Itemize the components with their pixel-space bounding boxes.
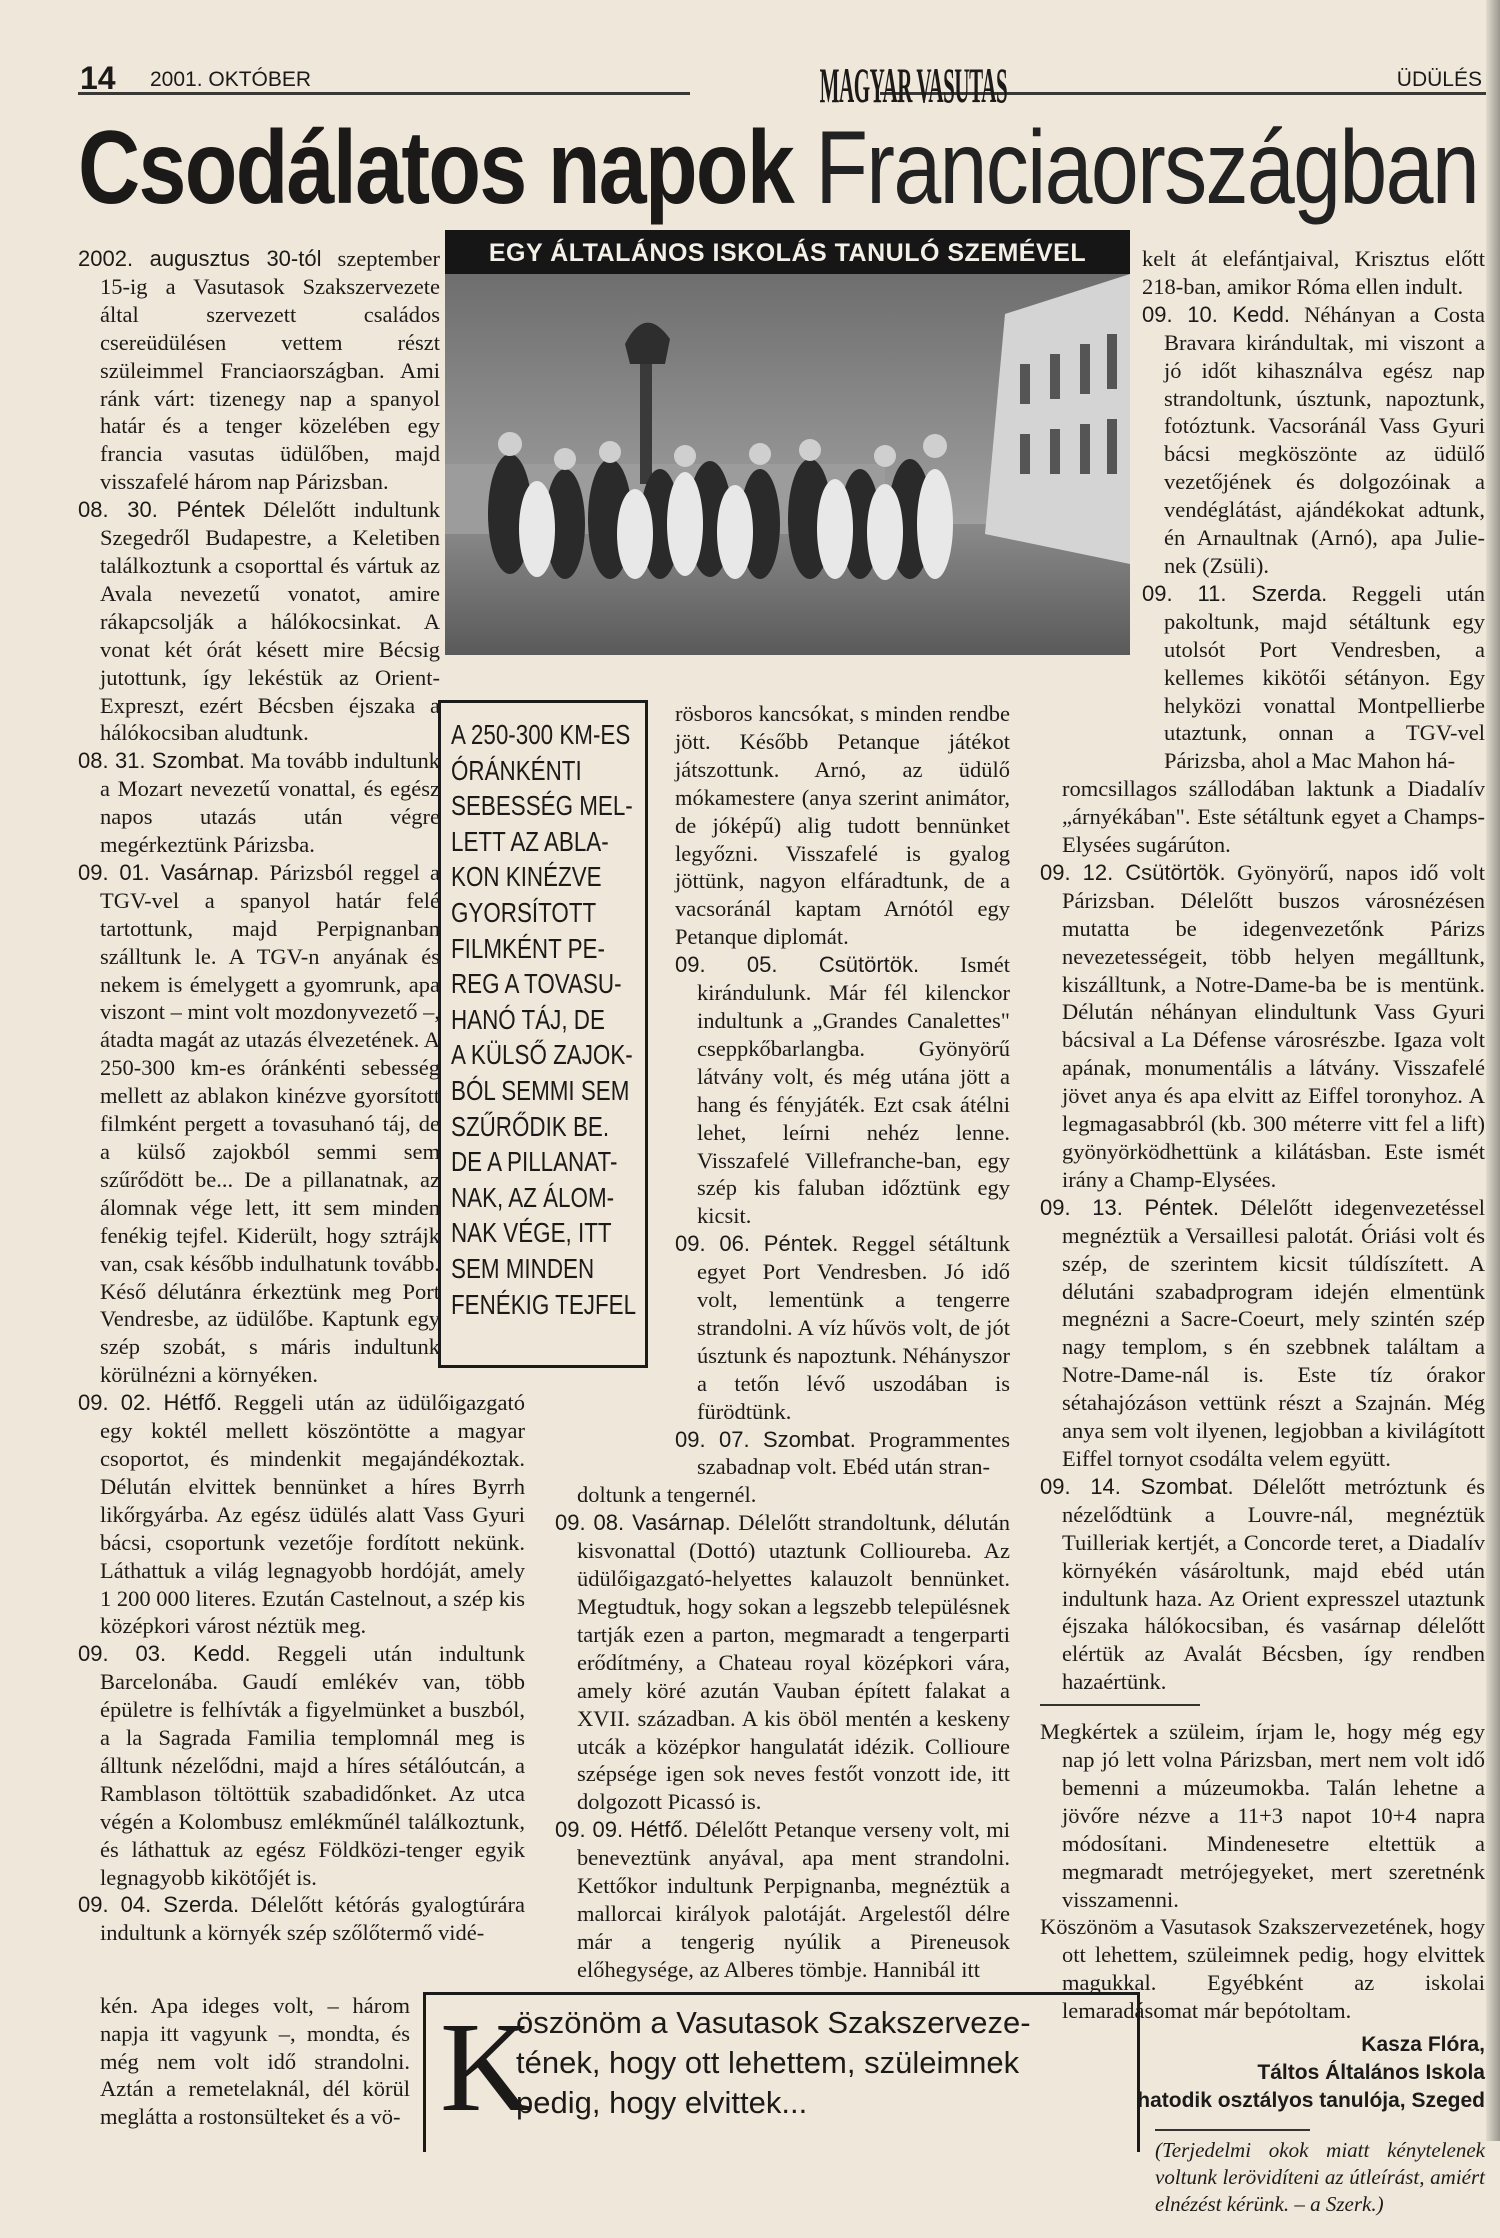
photo-box bbox=[445, 230, 1130, 655]
pull-quote-line: REG A TOVASU- bbox=[451, 968, 622, 1000]
pull-quote-line: LETT AZ ABLA- bbox=[451, 825, 609, 857]
diary-entry bbox=[1040, 1194, 1485, 1473]
diary-entry bbox=[1040, 1473, 1485, 1696]
entry-date: 09. 07. Szombat. bbox=[675, 1426, 856, 1452]
paragraph-continuation: kén. Apa ideges volt, – három napja itt vagyunk –, mondta, és még nem volt idő strandolni. Aztán a remetelaknál, dél körül meglátta a rostonsülteket és a vö- bbox=[100, 1992, 410, 2130]
title-light: Franciaországban bbox=[815, 110, 1479, 226]
entry-text: Délelőtt idegenvezetéssel megnéztük a Versaillesi palotát. Óriási volt és szép, de szerintem kicsit túldíszített. A délutáni szabadprogram idején elmentünk megnézni a Sacre-Coeurt, mely szintén szép nagy templom, s én szebbnek találtam a Notre-Dame-nál is. Este tíz órakor sétahajózáson vettünk részt a Szajnán. Még anya sem volt ilyenen, legjobban a kivilágított Eiffel tornyot csodálta velem együtt. bbox=[1062, 1194, 1485, 1471]
column-3-entries bbox=[1040, 859, 1485, 1696]
diary-entry bbox=[78, 747, 440, 859]
entry-date: 09. 11. Szerda. bbox=[1142, 580, 1328, 606]
column-3-closing bbox=[1040, 1718, 1485, 2025]
entry-date: 09. 03. Kedd. bbox=[78, 1641, 251, 1667]
entry-text: Párizsból reggel a TGV-vel a spanyol határ felé tartottunk, majd Perpignanban szálltunk le. A TGV-n anyának és nekem is émelygett a gyomrunk, apa viszont – mint volt mozdonyvezető –, átadta magát az utazás élvezetének. A 250-300 km-es óránkénti sebesség mellett az ablakon kinézve gyorsított filmként pergett a tovasuhanó táj, de a külső zajokból semmi sem szűrődött be... De a pillanatnak, az álomnak vége lett, itt sem minden fenékig tejfel. Kiderült, hogy sztrájk van, csak később indulhatunk tovább. Késő délutánra érkeztünk meg Port Vendresbe, az üdülőbe. Kaptunk egy szép szobát, s máris indultunk körülnézni a környéken. bbox=[100, 859, 440, 1388]
pull-quote-line: SEBESSÉG MEL- bbox=[451, 790, 633, 822]
page-edge-shadow bbox=[1486, 0, 1500, 2141]
entry-text: Gyönyörű, napos idő volt Párizsban. Délelőtt buszos városnézésen mutatta be idegenvezetőnk Párizs nevezetességeit, több helyen megálltunk, kiszálltunk, a Notre-Dame-ba be is mentünk. Délután néhányan elindultunk Vass Gyuri bácsival a La Défense városrészbe. Igaza volt apának, monumentális a látvány. Visszafelé jövet anya és apa elvitt az Eiffel toronyhoz. A legmagasabbról (kb. 300 méterre vitt fel a lift) gyönyörködhettünk a kilátásban. Este ismét irány a Champ-Elysées. bbox=[1062, 859, 1485, 1192]
entry-date: 09. 08. Vasárnap. bbox=[555, 1510, 731, 1536]
entry-text: Reggel sétáltunk egyet Port Vendresben. Jó idő volt, lementünk a tengerre strandolni. A víz hűvös volt, de jót úsztunk és napoztunk. Néhányszor a tetőn lévő uszodában is fürödtünk. bbox=[697, 1231, 1010, 1424]
column-2 bbox=[555, 700, 1010, 1984]
paragraph-continuation: romcsillagos szállodában laktunk a Diadalív „árnyékában". Este sétáltunk egyet a Champs-Elysées sugárúton. bbox=[1062, 776, 1485, 858]
entry-date: 09. 01. Vasárnap. bbox=[78, 859, 260, 885]
diary-entry bbox=[675, 1230, 1010, 1425]
column-3 bbox=[1040, 245, 1485, 2218]
closing-paragraph: Megkértek a szüleim, írjam le, hogy még egy nap jó lett volna Párizsban, mert nem volt idő bemenni a múzeumokba. Talán lehetne a jövőre nézve a 11+3 napot 10+4 napra módosítani. Mindenesetre eltettük a megmaradt metrójegyeket, mert szeretnénk visszamenni. bbox=[1040, 1719, 1485, 1912]
entry-text: Délelőtt strandoltunk, délután kisvonattal (Dottó) utaztunk Collioureba. Az üdülőigazgató-helyettes kalauzolt bennünket. Megtudtuk, hogy sokan a legszebb településnek tartják ezen a parton, megmaradt a tengerparti erődítmény, a Chateau royal középkori vára, amely köré azután Vauban épített falakat a XVII. században. A kis öböl mentén a keskeny utcák a középkor hangulatát idézik. Collioure szépsége igen sok neves festőt vonzott ide, itt dolgozott Picassó is. bbox=[577, 1510, 1010, 1815]
masthead-text: MAGYAR VASUTAS bbox=[819, 57, 1008, 113]
quote-line: öszönöm a Vasutasok Szakszerveze- bbox=[516, 2004, 1031, 2040]
entry-date: 2002. augusztus 30-tól bbox=[78, 246, 322, 271]
author-class: hatodik osztályos tanulója, Szeged bbox=[1137, 2089, 1485, 2113]
diary-entry bbox=[1040, 859, 1485, 1194]
entry-text: Délelőtt kétórás gyalogtúrára indultunk a környék szép szőlőtermő vidé- bbox=[100, 1892, 525, 1946]
column-2-entries bbox=[675, 951, 1010, 1481]
entry-text: Reggeli után az üdülőigazgató egy koktél mellett köszöntötte a magyar csoportot, és mindenkit megajándékoztak. Délután elvittek bennünket a híres Byrrh likőrgyárba. Az egész üdülés alatt Vass Gyuri bácsi, csoportunk vezetője fordított nekünk. Láthattuk a világ legnagyobb hordóját, amely 1 200 000 literes. Ezután Castelnout, a szép kis középkori várost néztük meg. bbox=[100, 1390, 525, 1639]
pull-quote-line: FENÉKIG TEJFEL bbox=[451, 1288, 637, 1320]
diary-entry bbox=[78, 859, 440, 1389]
diary-entry bbox=[78, 496, 440, 747]
pull-quote-line: ÓRÁNKÉNTI bbox=[451, 754, 582, 786]
column-2-entries bbox=[555, 1509, 1010, 1983]
group-photo bbox=[445, 274, 1130, 655]
diary-entry bbox=[675, 951, 1010, 1230]
column-1-bottom bbox=[78, 1992, 410, 2132]
column-3-entries bbox=[1142, 301, 1485, 775]
diary-entry bbox=[675, 1426, 1010, 1482]
footnote-rule bbox=[1155, 2129, 1310, 2131]
author-name: Kasza Flóra, bbox=[1361, 2033, 1485, 2057]
column-3-top bbox=[1142, 245, 1485, 775]
editor-footnote: (Terjedelmi okok miatt kénytelenek voltunk lerövidíteni az útleírást, amiért elnézést kérünk. – a Szerk.) bbox=[1155, 2138, 1485, 2217]
pull-quote-line: SZŰRŐDIK BE. bbox=[451, 1110, 610, 1142]
pull-quote-line: HANÓ TÁJ, DE bbox=[451, 1003, 605, 1035]
pull-quote-line: A 250-300 KM-ES bbox=[451, 719, 631, 750]
entry-date: 09. 05. Csütörtök. bbox=[675, 952, 920, 978]
diary-entry bbox=[1142, 580, 1485, 775]
pull-quote-line: GYORSÍTOTT bbox=[451, 896, 597, 928]
column-1 bbox=[78, 245, 525, 2131]
section-label: ÜDÜLÉS bbox=[1396, 68, 1482, 91]
bottom-quote-box bbox=[423, 1992, 1140, 2152]
diary-entry bbox=[555, 1509, 1010, 1816]
pull-quote-line: DE A PILLANAT- bbox=[451, 1146, 618, 1178]
paragraph-continuation: kelt át elefántjaival, Krisztus előtt 218-ban, amikor Róma ellen indult. bbox=[1142, 246, 1485, 299]
section-divider bbox=[1040, 1704, 1200, 1706]
paragraph-continuation: rösboros kancsókat, s minden rendbe jött. Később Petanque játékot játszottunk. Arnó, az üdülő mókamestere (anya szerint animátor, de jóképű) alig tudott bennünket legyőzni. Visszafelé is gyalog jöttünk, nagyon elfáradtunk, de a vacsoránál kaptam Arnótól egy Petanque diplomát. bbox=[675, 701, 1010, 950]
entry-text: Reggeli után pakoltunk, majd sétáltunk egy utolsót Port Vendresben, a kellemes kikötői sétányon. Egy helyközi vonattal Montpellierbe utaztunk, onnan a TGV-vel Párizsba, ahol a Mac Mahon há- bbox=[1164, 580, 1485, 774]
entry-date: 09. 02. Hétfő. bbox=[78, 1390, 223, 1416]
diary-entry bbox=[1142, 301, 1485, 580]
drop-cap: K bbox=[440, 1995, 533, 2138]
pull-quote-line: NAK VÉGE, ITT bbox=[451, 1217, 612, 1249]
entry-text: szeptember 15-ig a Vasutasok Szakszervezete által szervezett családos csereüdülésen vettem részt szüleimmel Franciaországban. Ami ránk várt: tizenegy nap a spanyol határ és a tenger közelében egy francia vasutas üdülőben, majd visszafelé három nap Párizsban. bbox=[100, 246, 440, 495]
diary-entry bbox=[78, 245, 440, 496]
quote-line: pedig, hogy elvittek... bbox=[516, 2084, 808, 2120]
entry-text: Délelőtt metróztunk és nézelődtünk a Louvre-nál, megnéztük Tuilleriak kertjét, a Concorde teret, a Diadalív környékén vásároltunk, majd ebéd után indultunk haza. Az Orient expresszel utaztunk éjszaka hálókocsiban, és vasárnap délelőtt elértük az Avalát Bécsben, így rendben hazaértünk. bbox=[1062, 1473, 1485, 1695]
entry-date: 09. 14. Szombat. bbox=[1040, 1473, 1234, 1499]
entry-text: Néhányan a Costa Bravara kirándultak, mi viszont a jó időt kihasználva egész nap strandoltunk, úsztunk, napoztunk, fotóztunk. Vacsoránál Vass Gyuri bácsi megköszönte az üdülő vezetőjének és dolgozóinak a vendéglátást, ajándékokat adtunk, én Arnaultnak (Arnó), apa Julie-nek (Zsüli). bbox=[1164, 301, 1485, 578]
column-1-middle bbox=[78, 1389, 525, 1947]
diary-entry bbox=[78, 1640, 525, 1891]
photo-banner: EGY ÁLTALÁNOS ISKOLÁS TANULÓ SZEMÉVEL bbox=[445, 230, 1130, 274]
entry-date: 08. 30. Péntek bbox=[78, 497, 245, 523]
entry-date: 09. 13. Péntek. bbox=[1040, 1194, 1220, 1220]
pull-quote-line: NAK, AZ ÁLOM- bbox=[451, 1181, 615, 1213]
entry-date: 09. 06. Péntek. bbox=[675, 1231, 839, 1257]
entry-text: Programmentes szabadnap volt. Ebéd után stran- bbox=[697, 1426, 1010, 1480]
closing-paragraph: Köszönöm a Vasutasok Szakszervezetének, hogy ott lehettem, szüleimnek pedig, hogy elvittek magukkal. Egyébként az iskolai lemaradásomat már bepótoltam. bbox=[1040, 1914, 1485, 2024]
column-1-top bbox=[78, 245, 440, 1389]
column-3-middle bbox=[1040, 775, 1485, 1696]
entry-date: 09. 04. Szerda. bbox=[78, 1892, 240, 1918]
issue-date: 2001. OKTÓBER bbox=[150, 68, 312, 91]
diary-entry bbox=[78, 1389, 525, 1640]
diary-entry bbox=[555, 1816, 1010, 1983]
pull-quote-line: A KÜLSŐ ZAJOK- bbox=[451, 1039, 633, 1071]
pull-quote-line: KON KINÉZVE bbox=[451, 861, 602, 893]
title-bold: Csodálatos napok bbox=[78, 110, 794, 226]
quote-line: tének, hogy ott lehettem, szüleimnek bbox=[516, 2044, 1020, 2080]
entry-date: 08. 31. Szombat. bbox=[78, 748, 245, 774]
pull-quote-line: FILMKÉNT PE- bbox=[451, 932, 605, 964]
entry-text: Ismét kirándulunk. Már fél kilenckor indultunk a „Grandes Canalettes" cseppkőbarlangba. Gyönyörű látvány volt, és még utána jött a hang és fényjáték. Ezt csak átélni lehet, leírni nehéz lenne. Visszafelé Villefranche-ban, egy szép kis faluban időztünk egy kicsit. bbox=[697, 952, 1010, 1229]
page-number: 14 bbox=[80, 60, 116, 96]
article-title bbox=[78, 112, 1478, 224]
paragraph-continuation: doltunk a tengernél. bbox=[577, 1482, 757, 1508]
entry-text: Délelőtt Petanque verseny volt, mi beneveztünk anyával, apa ment strandolni. Kettőkor indultunk Perpignanba, megnéztük a mallorcai királyok palotáját. Argelestől délre már a tengerig nyúlik a Pireneusok előhegysége, az Alberes tömbje. Hannibál itt bbox=[577, 1817, 1010, 1982]
pull-quote-line: BÓL SEMMI SEM bbox=[451, 1074, 630, 1106]
author-school: Táltos Általános Iskola bbox=[1257, 2061, 1485, 2085]
entry-date: 09. 10. Kedd. bbox=[1142, 301, 1290, 327]
entry-text: Ma tovább indultunk a Mozart nevezetű vonattal, és egész napos utazás után végre megérkeztünk Párizsba. bbox=[100, 748, 441, 858]
entry-date: 09. 12. Csütörtök. bbox=[1040, 859, 1226, 885]
pull-quote-line: SEM MINDEN bbox=[451, 1252, 595, 1284]
entry-date: 09. 09. Hétfő. bbox=[555, 1817, 689, 1843]
diary-entry bbox=[78, 1891, 525, 1947]
entry-text: Reggeli után indultunk Barcelonába. Gaudí emlékév van, több épületre is felhívták a figyelmünket a buszból, a la Sagrada Familia templomnál meg is álltunk nézelődni, majd a híres sétálóutcán, a Ramblason töltöttük szabadidőnket. Az utca végén a Kolombusz emlékműnél találkoztunk, és láthattuk az egész Földközi-tenger egyik legnagyobb kikötőjét is. bbox=[100, 1641, 525, 1890]
column-2-bottom bbox=[555, 1481, 1010, 1983]
entry-text: Délelőtt indultunk Szegedről Budapestre, a Keletiben találkoztunk a csoporttal és vártuk az Avala nevezetű vonatot, amire rákapcsolják a hálókocsinkat. A vonat két órát késett mire Bécsig jutottunk, így lekéstük az Orient-Expreszt, ezért Bécsben éjszaka a hálókocsiban aludtunk. bbox=[100, 497, 440, 746]
column-2-top bbox=[675, 700, 1010, 1481]
